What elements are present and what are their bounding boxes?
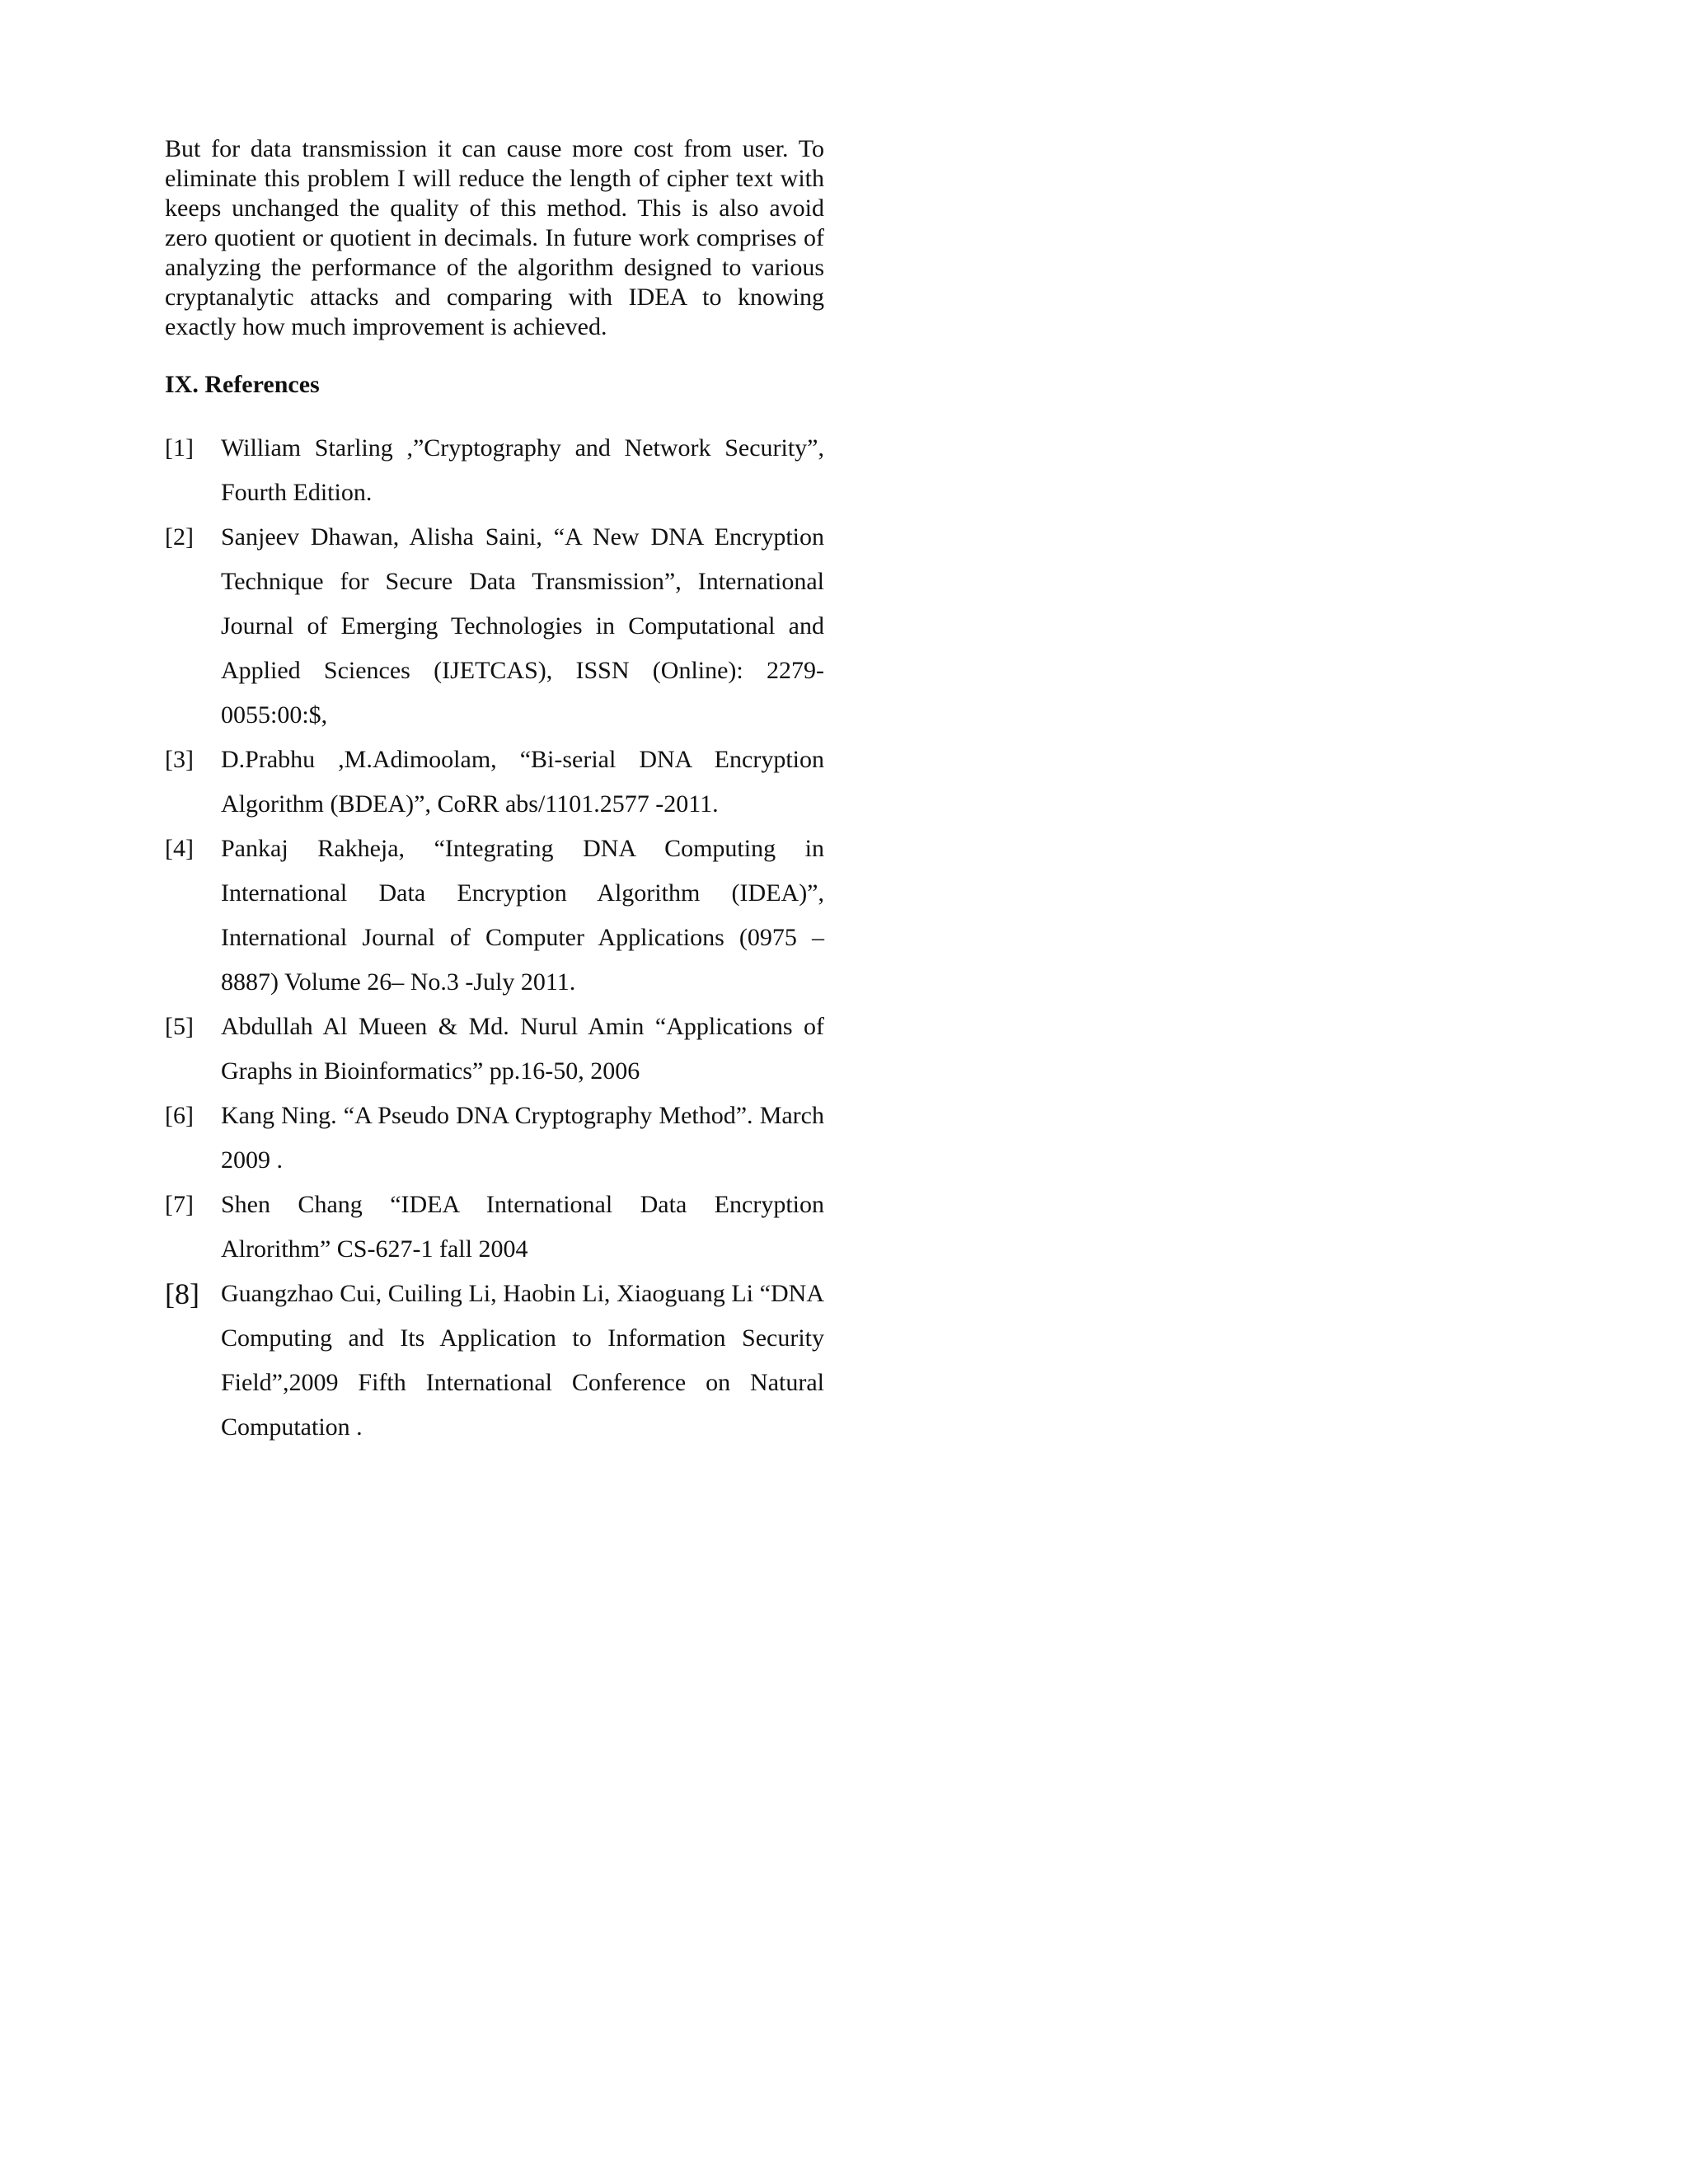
- reference-list: [165, 426, 824, 1450]
- reference-text: Kang Ning. “A Pseudo DNA Cryptography Method”. March 2009 .: [221, 1102, 824, 1174]
- reference-item: [165, 738, 824, 827]
- reference-number: [2]: [165, 523, 194, 551]
- reference-text: William Starling ,”Cryptography and Network Security”, Fourth Edition.: [221, 434, 824, 506]
- reference-item: [165, 1272, 824, 1450]
- reference-number: [5]: [165, 1013, 194, 1040]
- reference-number: [6]: [165, 1102, 194, 1129]
- reference-item: [165, 1183, 824, 1272]
- reference-item: [165, 827, 824, 1005]
- reference-number: [3]: [165, 746, 194, 773]
- references-heading: IX. References: [165, 371, 320, 398]
- text-column: [165, 134, 824, 1450]
- reference-number: [4]: [165, 835, 194, 862]
- reference-text: Guangzhao Cui, Cuiling Li, Haobin Li, Xiaoguang Li “DNA Computing and Its Application to Information Security Field”,2009 Fifth International Conference on Natural Computation .: [221, 1280, 824, 1441]
- reference-text: Sanjeev Dhawan, Alisha Saini, “A New DNA Encryption Technique for Secure Data Transmission”, International Journal of Emerging Technologies in Computational and Applied Sciences (IJETCAS), ISSN (Online): 2279-0055:00:$,: [221, 523, 824, 729]
- reference-number: [8]: [165, 1277, 199, 1310]
- reference-item: [165, 1005, 824, 1094]
- reference-text: Shen Chang “IDEA International Data Encryption Alrorithm” CS-627-1 fall 2004: [221, 1191, 824, 1263]
- body-paragraph: But for data transmission it can cause more cost from user. To eliminate this problem I will reduce the length of cipher text with keeps unchanged the quality of this method. This is also avoid zero quotient or quotient in decimals. In future work comprises of analyzing the performance of the algorithm designed to various cryptanalytic attacks and comparing with IDEA to knowing exactly how much improvement is achieved.: [165, 135, 824, 340]
- reference-item: [165, 515, 824, 738]
- reference-text: Pankaj Rakheja, “Integrating DNA Computing in International Data Encryption Algorithm (IDEA)”, International Journal of Computer Applications (0975 – 8887) Volume 26– No.3 -July 2011.: [221, 835, 824, 996]
- reference-number: [7]: [165, 1191, 194, 1218]
- reference-item: [165, 1094, 824, 1183]
- reference-text: Abdullah Al Mueen & Md. Nurul Amin “Applications of Graphs in Bioinformatics” pp.16-50, 2006: [221, 1013, 824, 1085]
- reference-number: [1]: [165, 434, 194, 462]
- reference-text: D.Prabhu ,M.Adimoolam, “Bi-serial DNA Encryption Algorithm (BDEA)”, CoRR abs/1101.2577 -2011.: [221, 746, 824, 818]
- reference-item: [165, 426, 824, 515]
